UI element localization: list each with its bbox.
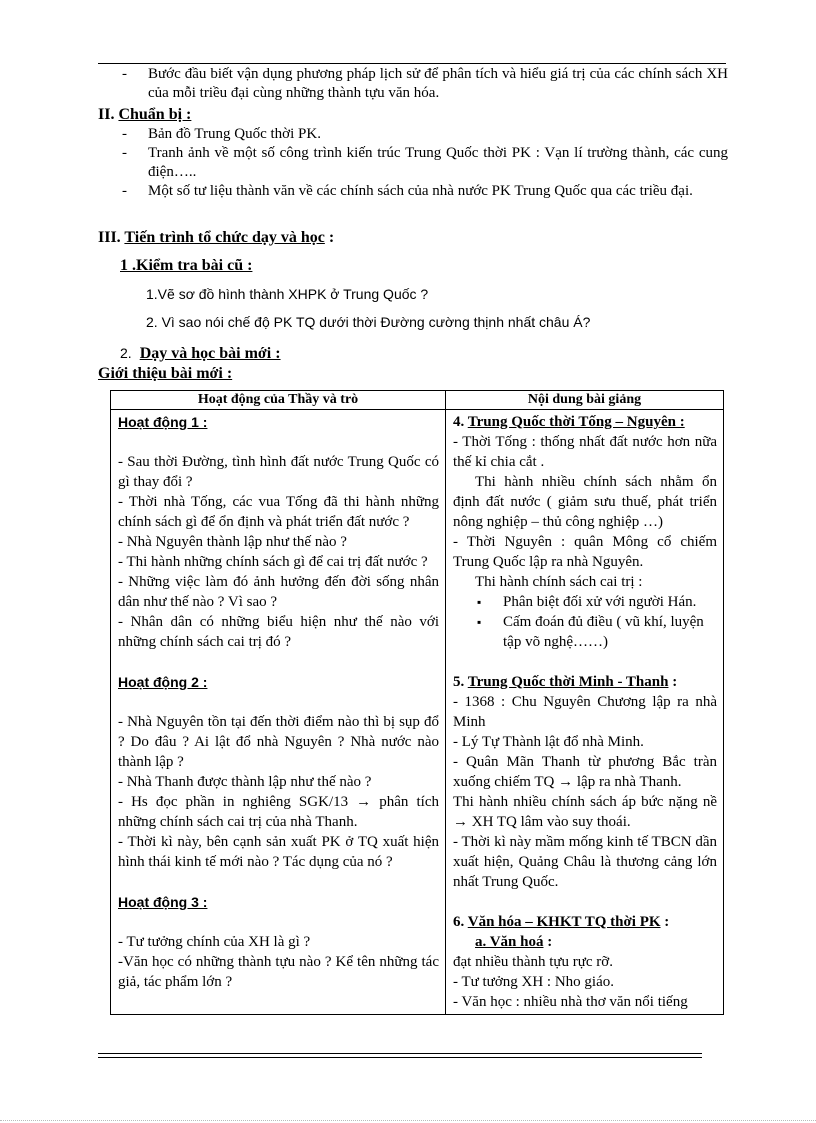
section-2-heading [98,105,728,125]
prep-item: - Bản đồ Trung Quốc thời PK. [98,125,728,144]
bottom-rule [98,1057,702,1058]
activity-question: -Văn học có những thành tựu nào ? Kể tên những tác giả, tác phẩm lớn ? [118,954,439,990]
table-body-row [111,410,724,1015]
sec6-colon: : [660,914,670,930]
section-2-title: Chuẩn bị : [118,106,192,123]
content-line: - 1368 : Chu Nguyên Chương lập ra nhà Minh [453,694,717,730]
activity-question: - Sau thời Đường, tình hình đất nước Trung Quốc có gì thay đổi ? [118,454,439,490]
new-lesson [120,343,750,364]
content-line: - Lý Tự Thành lật đổ nhà Minh. [453,734,644,750]
section-3-num: III. [98,229,121,246]
activity-question: - Thời kì này, bên cạnh sản xuất PK ở TQ xuất hiện hình thái kinh tế mới nào ? Tác dụng của nó ? [118,834,439,870]
new-lesson-heading [120,343,750,364]
content-line: - Thời kì này mầm mống kinh tế TBCN dần xuất hiện, Quảng Châu là thương cảng lớn nhất Trung Quốc. [453,834,717,890]
check-q2: 2. Vì sao nói chế độ PK TQ dưới thời Đường cường thịnh nhất châu Á? [146,314,591,330]
sec6-num: 6. [453,914,465,930]
intro-title: Giới thiệu bài mới : [98,365,233,382]
activity-1-title: Hoạt động 1 : [118,414,208,430]
sec6-title: Văn hóa – KHKT TQ thời PK [467,914,661,930]
content-line: - Thời Tống : thống nhất đất nước hơn nữa thế kỉ chia cắt . [453,434,717,470]
sec4-num: 4. [453,414,465,430]
activity-question: - Hs đọc phần in nghiêng SGK/13 → phân tích những chính sách cai trị của nhà Thanh. [118,794,439,830]
activity-question: - Tư tưởng chính của XH là gì ? [118,934,311,950]
activity-question: - Nhà Nguyên tồn tại đến thời điểm nào thì bị sụp đổ ? Do đâu ? Ai lật đổ nhà Nguyên ? Nhà nước nào thành lập ? [118,714,439,770]
content-line: Thi hành nhiều chính sách áp bức nặng nề → XH TQ lâm vào suy thoái. [453,794,717,830]
activity-2-title: Hoạt động 2 : [118,674,208,690]
content-line: - Tư tưởng XH : Nho giáo. [453,974,614,990]
activities-cell [111,410,446,1015]
top-rule [98,63,726,64]
intro-section [98,65,728,103]
new-lesson-title: Dạy và học bài mới : [139,345,281,362]
content-line: - Quân Mãn Thanh từ phương Bắc tràn xuống chiếm TQ → lập ra nhà Thanh. [453,754,717,790]
col-content-header: Nội dung bài giảng [446,391,724,410]
sec4-heading [453,412,717,432]
content-cell [446,410,724,1015]
page-edge [0,1120,816,1121]
content-line: đạt nhiều thành tựu rực rỡ. [453,954,613,970]
activity-question: - Nhân dân có những biểu hiện như thế nào với những chính sách cai trị đó ? [118,614,439,650]
section-3-title: Tiến trình tổ chức dạy và học [124,229,325,246]
section-3-colon: : [324,229,335,246]
sec5-num: 5. [453,674,465,690]
col-activities-header: Hoạt động của Thầy và trò [111,391,446,410]
table-header-row [111,391,724,410]
section-3-heading [98,228,728,248]
activity-question: - Thi hành những chính sách gì để cai trị đất nước ? [118,554,428,570]
prep-item: - Tranh ảnh về một số công trình kiến trúc Trung Quốc thời PK : Vạn lí trường thành, các cung điện….. [98,144,728,182]
check-old-lesson [120,256,750,276]
section-2 [98,105,728,201]
check-q1: 1.Vẽ sơ đồ hình thành XHPK ở Trung Quốc ? [146,286,429,302]
content-line: Thi hành nhiều chính sách nhằm ổn định đất nước ( giảm sưu thuế, phát triển nông nghiệp – thủ công nghiệp …) [453,474,717,530]
activity-question: - Nhà Nguyên thành lập như thế nào ? [118,534,347,550]
activity-question: - Nhà Thanh được thành lập như thế nào ? [118,774,372,790]
sec5-colon: : [668,674,678,690]
section-2-num: II. [98,106,115,123]
content-line: Thi hành chính sách cai trị : [475,574,643,590]
activity-question: - Những việc làm đó ảnh hưởng đến đời sống nhân dân như thế nào ? Vì sao ? [118,574,439,610]
new-lesson-num: 2. [120,345,132,361]
bottom-rule [98,1053,702,1054]
section-3 [98,228,728,248]
sec6-sub: a. Văn hoá [475,934,544,950]
intro-new [98,364,728,384]
sec6-sub-colon: : [543,934,553,950]
content-line: - Văn học : nhiều nhà thơ văn nổi tiếng [453,994,688,1010]
sec6-sub-heading [453,932,717,952]
activity-question: - Thời nhà Tống, các vua Tống đã thi hành những chính sách gì để ổn định và phát triển đất nước ? [118,494,439,530]
content-bullet: ▪ Cấm đoán đủ điều ( vũ khí, luyện tập võ nghệ……) [453,612,717,652]
check-title: 1 .Kiểm tra bài cũ : [120,257,253,274]
sec5-heading [453,672,717,692]
prep-item: - Một số tư liệu thành văn về các chính sách của nhà nước PK Trung Quốc qua các triều đại. [98,182,728,201]
activity-3-title: Hoạt động 3 : [118,894,208,910]
sec5-title: Trung Quốc thời Minh - Thanh [467,674,669,690]
sec4-title: Trung Quốc thời Tống – Nguyên : [467,414,685,430]
lesson-table [110,390,724,1015]
intro-bullet: - Bước đầu biết vận dụng phương pháp lịch sử để phân tích và hiểu giá trị của các chính sách XH của mỗi triều đại cùng những thành tựu văn hóa. [98,65,728,103]
content-bullet: ▪ Phân biệt đối xử với người Hán. [453,592,717,612]
content-line: - Thời Nguyên : quân Mông cổ chiếm Trung Quốc lập ra nhà Nguyên. [453,534,717,570]
sec6-heading [453,912,717,932]
